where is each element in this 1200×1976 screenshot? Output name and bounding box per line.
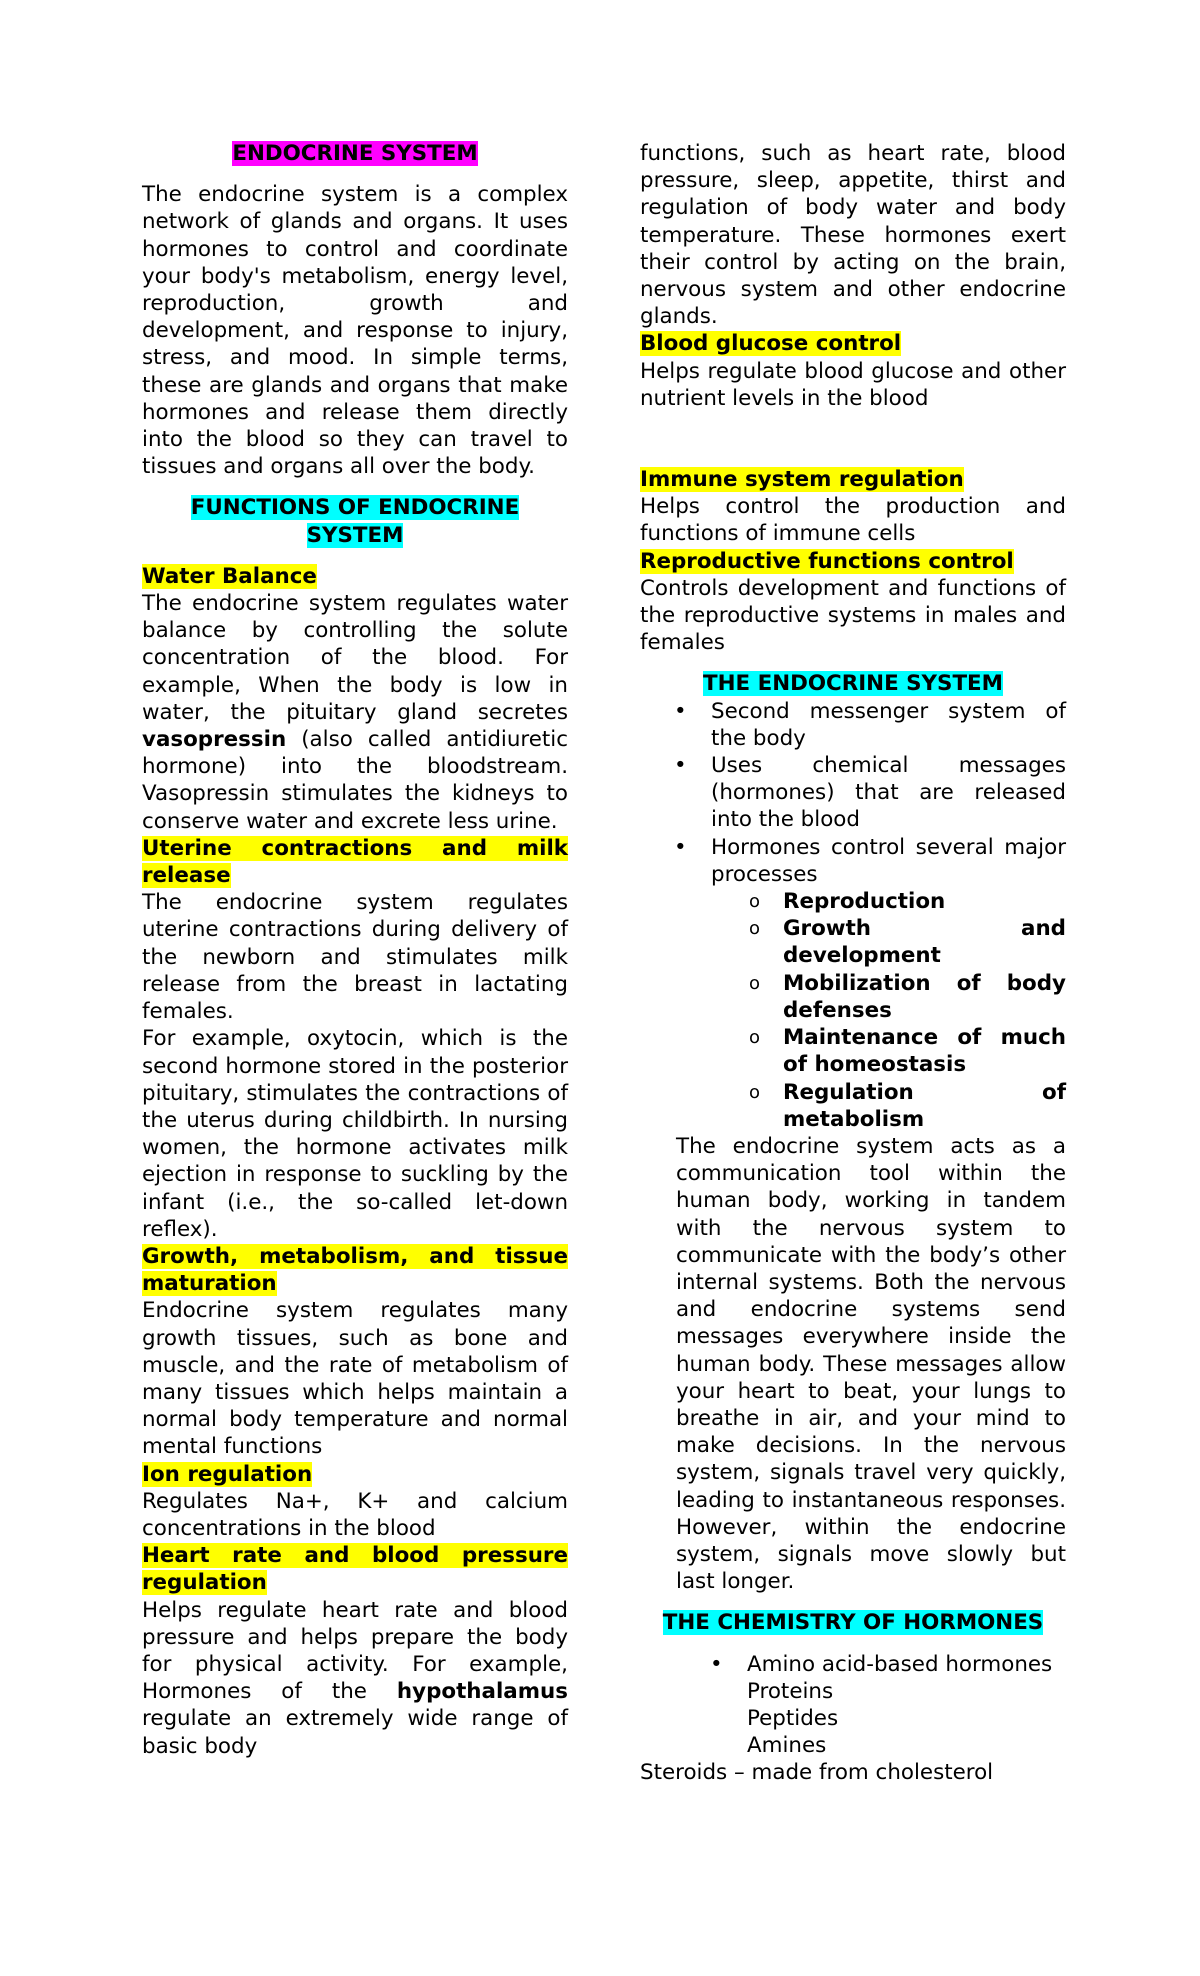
hypothalamus-term: hypothalamus [396, 1679, 568, 1705]
uterine-text-2: For example, oxytocin, which is the second hormone stored in the posterior pituitary, stimulates the contractions of the uterus during childbirth. In nursing women, the hormone activates milk ejection in response to suckling by the infant (i.e., the so-called let-down reflex). [142, 1026, 568, 1242]
chem-list [640, 1651, 1066, 1678]
es-bullet-list [640, 698, 1066, 888]
heart-heading: Heart rate and blood pressure regulation [142, 1543, 568, 1596]
growth-text: Endocrine system regulates many growth tissues, such as bone and muscle, and the rate of metabolism of many tissues which helps maintain a normal body temperature and normal mental functions [142, 1298, 568, 1460]
es-sub-bullet-list [640, 888, 1066, 1133]
vasopressin-term: vasopressin [142, 727, 287, 753]
chem-sub-item: Amines [747, 1733, 827, 1759]
list-item: • Second messenger system of the body [640, 698, 1066, 752]
es-paragraph: The endocrine system acts as a communication tool within the human body, working in tandem with the nervous system to communicate with the body’s other internal systems. Both the nervous and endocrine systems send messages everywhere inside the human body. These messages allow your heart to beat, your lungs to breathe in air, and your mind to make decisions. In the nervous system, signals travel very quickly, leading to instantaneous responses. However, within the endocrine system, signals move slowly but last longer. [676, 1133, 1066, 1595]
intro-paragraph: The endocrine system is a complex network of glands and organs. It uses hormones to control and coordinate your body's metabolism, energy level, reproduction, growth and development, and response to injury, stress, and mood. In simple terms, these are glands and organs that make hormones and release them directly into the blood so they can travel to tissues and organs all over the body. [142, 182, 568, 480]
glucose-text: Helps regulate blood glucose and other nutrient levels in the blood [640, 358, 1066, 411]
list-item: • Amino acid-based hormones [640, 1651, 1066, 1678]
chemistry-heading: THE CHEMISTRY OF HORMONES [662, 1610, 1044, 1636]
water-balance-text: The endocrine system regulates water balance by controlling the solute concentration of the blood. For example, When the body is low in water, the pituitary gland secretes vasopressin (also called antidiuretic hormone) into the bloodstream. Vasopressin stimulates the kidneys to conserve water and excrete less urine. [142, 591, 568, 834]
continued-text: functions, such as heart rate, blood pressure, sleep, appetite, thirst and regulation of body water and body temperature. These hormones exert their control by acting on the brain, nervous system and other endocrine glands. [640, 141, 1066, 330]
steroids-line: Steroids – made from cholesterol [640, 1760, 994, 1786]
repro-text: Controls development and functions of the reproductive systems in males and females [640, 575, 1066, 656]
title-line [142, 140, 568, 167]
uterine-heading: Uterine contractions and milk release [142, 835, 568, 889]
chem-sub-item: Peptides [747, 1705, 839, 1731]
water-balance-heading: Water Balance [142, 563, 317, 589]
list-item: o Growth and development [640, 915, 1066, 969]
list-item: • Uses chemical messages (hormones) that are released into the blood [640, 752, 1066, 834]
list-item: o Regulation of metabolism [640, 1079, 1066, 1133]
ion-heading: Ion regulation [142, 1461, 313, 1487]
functions-heading: FUNCTIONS OF ENDOCRINE SYSTEM [190, 495, 520, 548]
functions-heading-line [142, 494, 568, 548]
growth-heading: Growth, metabolism, and tissue maturation [142, 1243, 568, 1297]
heart-text: Helps regulate heart rate and blood pressure and helps prepare the body for physical activity. For example, Hormones of the hypothalamus regulate an extremely wide range of basic body [142, 1597, 568, 1759]
immune-text: Helps control the production and functions of immune cells [640, 494, 1066, 547]
right-column [640, 140, 1066, 1787]
repro-heading: Reproductive functions control [640, 548, 1014, 574]
left-column [142, 140, 568, 1760]
glucose-heading: Blood glucose control [640, 331, 902, 357]
ion-text: Regulates Na+, K+ and calcium concentrations in the blood [142, 1488, 568, 1541]
list-item: o Reproduction [640, 888, 1066, 915]
list-item: o Maintenance of much of homeostasis [640, 1024, 1066, 1078]
immune-heading: Immune system regulation [640, 467, 964, 493]
list-item: o Mobilization of body defenses [640, 970, 1066, 1024]
uterine-text-1: The endocrine system regulates uterine contractions during delivery of the newborn and stimulates milk release from the breast in lactating females. [142, 890, 568, 1025]
endocrine-system-heading: THE ENDOCRINE SYSTEM [703, 671, 1003, 697]
page-title: ENDOCRINE SYSTEM [232, 141, 478, 166]
chem-sub-item: Proteins [747, 1678, 834, 1704]
list-item: • Hormones control several major processes [640, 834, 1066, 888]
